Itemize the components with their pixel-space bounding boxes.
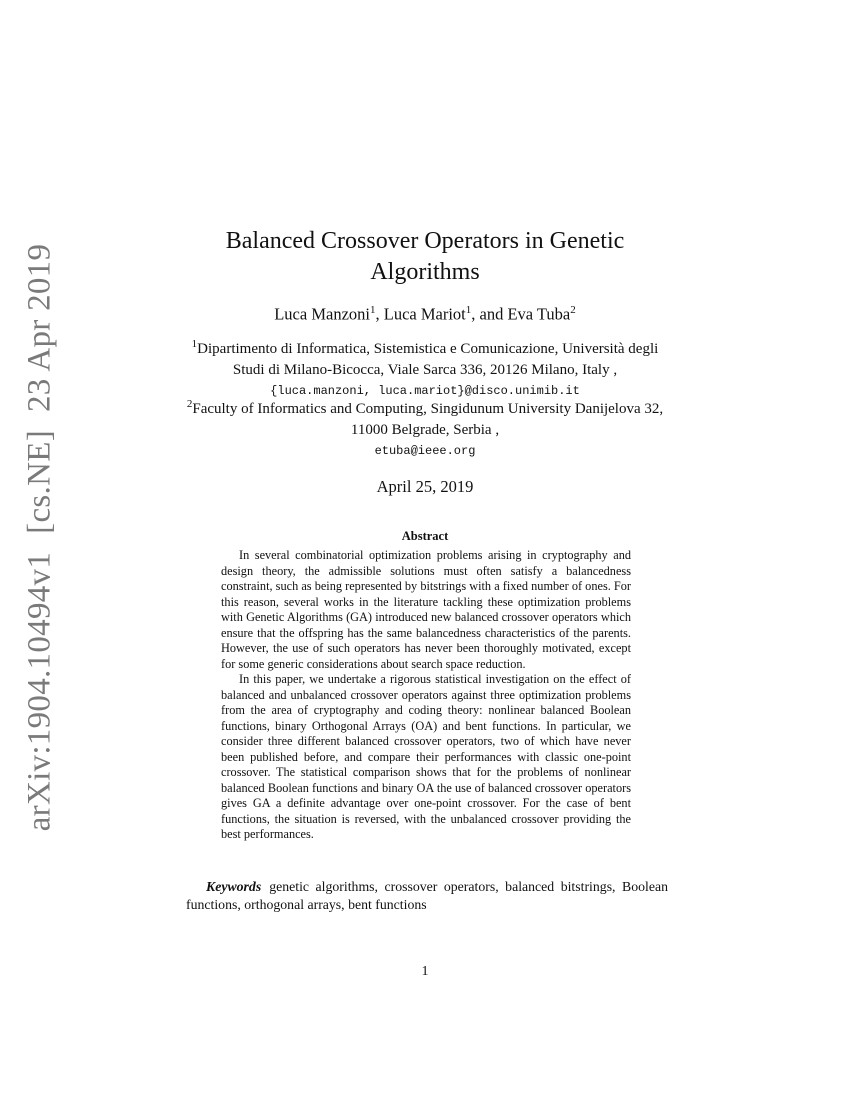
affiliation-line: 11000 Belgrade, Serbia , xyxy=(350,421,500,438)
author-name: Eva Tuba xyxy=(507,304,571,324)
author-separator: , and xyxy=(471,304,508,324)
affiliation-mark: 2 xyxy=(186,398,193,410)
affiliation-line: Dipartimento di Informatica, Sistemistica e Comunicazione, Università degli xyxy=(197,341,659,357)
keywords-text: genetic algorithms, crossover operators, balanced bitstrings, Boolean functions, orthogonal arrays, bent functions xyxy=(186,879,668,912)
arxiv-stamp xyxy=(18,243,62,831)
affiliation-2 xyxy=(160,394,690,462)
author-name: Luca Mariot xyxy=(383,304,466,324)
page-number: 1 xyxy=(421,964,429,979)
affiliation-mark: 1 xyxy=(191,338,198,350)
author-affil-mark: 1 xyxy=(369,304,376,316)
arxiv-stamp-text xyxy=(22,243,59,831)
abstract-paragraph: In this paper, we undertake a rigorous statistical investigation on the effect of balanced and unbalanced crossover operators against three optimization problems from the area of cryptography and coding theory: nonlinear balanced Boolean functions, binary Orthogonal Arrays (OA) and bent functions. In particular, we consider three different balanced crossover operators, two of which have never been published before, and compare their performances with classic one-point crossover. The statistical comparison shows that for the problems of nonlinear balanced Boolean functions and binary OA the use of balanced crossover operators gives GA a definite advantage over one-point crossover. For the case of bent functions, the situation is reversed, with the unbalanced crossover providing the best performances. xyxy=(221,672,631,841)
arxiv-category: [cs.NE] xyxy=(21,429,58,534)
title-line-1: Balanced Crossover Operators in Genetic xyxy=(225,228,625,254)
abstract-paragraph: In several combinatorial optimization problems arising in cryptography and design theory, the admissible solutions must often satisfy a balancedness constraint, such as being represented by bitstrings with a fixed number of ones. For this reason, several works in the literature tackling these optimization problems with Genetic Algorithms (GA) introduced new balanced crossover operators which ensure that the offspring has the same balancedness characteristics of the parents. However, the use of such operators has never been thoroughly motivated, except for some generic considerations about search space reduction. xyxy=(221,548,631,671)
abstract-heading: Abstract xyxy=(401,529,449,543)
keywords xyxy=(186,878,668,914)
arxiv-date: 23 Apr 2019 xyxy=(21,243,58,412)
paper-date: April 25, 2019 xyxy=(376,477,474,496)
abstract-body xyxy=(221,548,631,843)
paper-title xyxy=(170,226,680,288)
affiliation-1 xyxy=(160,334,690,402)
author-name: Luca Manzoni xyxy=(274,304,370,324)
author-affil-mark: 1 xyxy=(465,304,472,316)
title-line-2: Algorithms xyxy=(370,259,480,285)
arxiv-id: arXiv:1904.10494v1 xyxy=(21,551,58,831)
affiliation-email: {luca.manzoni, luca.mariot}@disco.unimib.it xyxy=(270,384,580,398)
affiliation-line: Studi di Milano-Bicocca, Viale Sarca 336, 20126 Milano, Italy , xyxy=(232,361,618,378)
affiliation-line: Faculty of Informatics and Computing, Singidunum University Danijelova 32, xyxy=(192,401,664,417)
affiliation-email: etuba@ieee.org xyxy=(374,444,476,458)
author-separator: , xyxy=(375,304,384,324)
author-affil-mark: 2 xyxy=(570,304,576,316)
author-list xyxy=(170,300,680,325)
keywords-label: Keywords xyxy=(206,879,262,894)
